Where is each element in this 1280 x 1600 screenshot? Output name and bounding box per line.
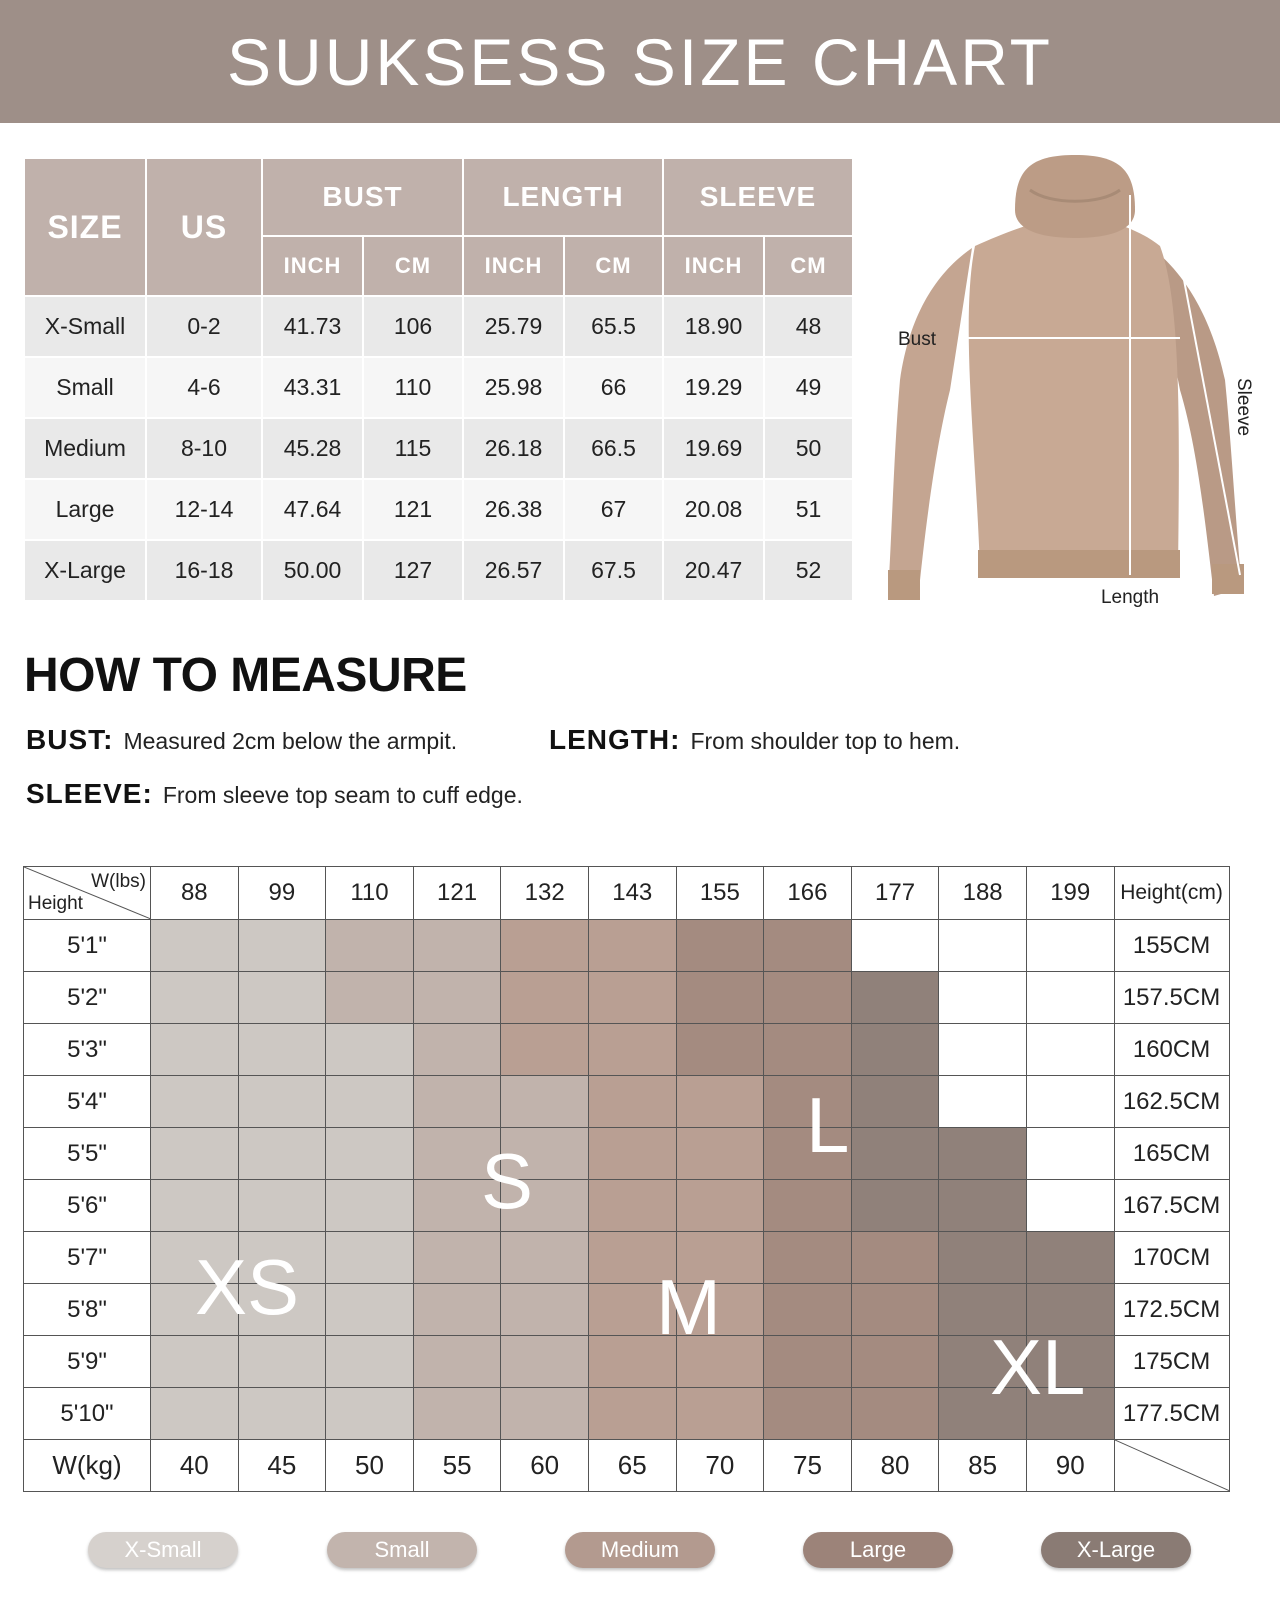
length-instruction-text: From shoulder top to hem. bbox=[690, 728, 961, 754]
size-cell-bust-in: 41.73 bbox=[262, 296, 363, 357]
size-zone-cell bbox=[413, 1388, 501, 1440]
size-zone-cell bbox=[238, 1024, 326, 1076]
size-row bbox=[24, 540, 853, 601]
size-zone-cell bbox=[851, 1128, 939, 1180]
size-cell-slv-cm: 48 bbox=[764, 296, 853, 357]
height-ft-label: 5'4" bbox=[24, 1076, 151, 1128]
height-cm-header: Height(cm) bbox=[1114, 867, 1229, 920]
size-zone-cell bbox=[413, 1336, 501, 1388]
size-zone-cell bbox=[151, 1128, 239, 1180]
size-table-body bbox=[24, 296, 853, 601]
weight-lbs-header: 177 bbox=[851, 867, 939, 920]
weight-kg-value: 40 bbox=[151, 1440, 239, 1492]
size-cell-slv-in: 19.29 bbox=[663, 357, 764, 418]
sweater-illustration bbox=[880, 150, 1270, 620]
size-zone-cell bbox=[413, 1232, 501, 1284]
size-zone-cell bbox=[939, 1232, 1027, 1284]
size-cell-slv-in: 20.08 bbox=[663, 479, 764, 540]
size-zone-cell bbox=[851, 1024, 939, 1076]
size-row bbox=[24, 357, 853, 418]
size-cell-size: X-Small bbox=[24, 296, 146, 357]
weight-lbs-header: 132 bbox=[501, 867, 589, 920]
bust-instruction bbox=[26, 724, 457, 756]
size-row bbox=[24, 479, 853, 540]
size-zone-cell bbox=[326, 1180, 414, 1232]
legend-pill-medium: Medium bbox=[565, 1532, 715, 1568]
grid-row bbox=[24, 1024, 1230, 1076]
size-cell-len-in: 26.57 bbox=[463, 540, 564, 601]
size-zone-cell bbox=[676, 1024, 764, 1076]
size-cell-us: 8-10 bbox=[146, 418, 262, 479]
size-zone-cell bbox=[501, 1232, 589, 1284]
size-zone-cell bbox=[764, 1180, 852, 1232]
size-table bbox=[23, 157, 854, 602]
sleeve-inch-header: INCH bbox=[663, 236, 764, 296]
size-zone-cell bbox=[588, 920, 676, 972]
size-zone-cell bbox=[151, 1076, 239, 1128]
height-cm-label: 175CM bbox=[1114, 1336, 1229, 1388]
size-cell-bust-in: 45.28 bbox=[262, 418, 363, 479]
size-zone-cell bbox=[676, 1076, 764, 1128]
size-zone-cell bbox=[676, 1388, 764, 1440]
weight-kg-value: 75 bbox=[764, 1440, 852, 1492]
weight-kg-value: 80 bbox=[851, 1440, 939, 1492]
size-zone-cell bbox=[326, 1128, 414, 1180]
size-zone-cell bbox=[238, 1076, 326, 1128]
size-zone-cell bbox=[1026, 1128, 1114, 1180]
length-cm-header: CM bbox=[564, 236, 663, 296]
size-cell-slv-cm: 50 bbox=[764, 418, 853, 479]
weight-kg-value: 90 bbox=[1026, 1440, 1114, 1492]
size-zone-cell bbox=[326, 1076, 414, 1128]
size-cell-slv-in: 18.90 bbox=[663, 296, 764, 357]
size-zone-cell bbox=[326, 1336, 414, 1388]
size-zone-cell bbox=[1026, 920, 1114, 972]
size-cell-us: 0-2 bbox=[146, 296, 262, 357]
height-cm-label: 172.5CM bbox=[1114, 1284, 1229, 1336]
size-cell-bust-cm: 127 bbox=[363, 540, 463, 601]
weight-kg-value: 45 bbox=[238, 1440, 326, 1492]
weight-kg-value: 50 bbox=[326, 1440, 414, 1492]
length-instruction-label: LENGTH: bbox=[549, 724, 681, 755]
size-zone-cell bbox=[939, 920, 1027, 972]
size-cell-len-in: 26.38 bbox=[463, 479, 564, 540]
length-inch-header: INCH bbox=[463, 236, 564, 296]
us-header: US bbox=[146, 158, 262, 296]
sleeve-label: Sleeve bbox=[1233, 378, 1254, 437]
corner-height-label: Height bbox=[28, 893, 83, 914]
sweater-icon bbox=[888, 155, 1244, 600]
size-zone-cell bbox=[151, 972, 239, 1024]
sleeve-cm-header: CM bbox=[764, 236, 853, 296]
grid-row bbox=[24, 1076, 1230, 1128]
size-cell-us: 12-14 bbox=[146, 479, 262, 540]
size-zone-cell bbox=[326, 972, 414, 1024]
weight-lbs-header: 99 bbox=[238, 867, 326, 920]
size-zone-cell bbox=[501, 1284, 589, 1336]
size-zone-cell bbox=[326, 1024, 414, 1076]
height-ft-label: 5'9" bbox=[24, 1336, 151, 1388]
size-zone-cell bbox=[851, 1284, 939, 1336]
height-cm-label: 177.5CM bbox=[1114, 1388, 1229, 1440]
size-zone-cell bbox=[501, 1336, 589, 1388]
size-zone-cell bbox=[501, 972, 589, 1024]
size-cell-slv-in: 19.69 bbox=[663, 418, 764, 479]
size-zone-cell bbox=[413, 1076, 501, 1128]
size-zone-cell bbox=[1026, 972, 1114, 1024]
legend-pill-large: Large bbox=[803, 1532, 953, 1568]
bust-header: BUST bbox=[262, 158, 463, 236]
size-zone-cell bbox=[151, 1388, 239, 1440]
height-cm-label: 157.5CM bbox=[1114, 972, 1229, 1024]
size-cell-slv-in: 20.47 bbox=[663, 540, 764, 601]
weight-kg-value: 65 bbox=[588, 1440, 676, 1492]
size-zone-cell bbox=[151, 1024, 239, 1076]
size-cell-bust-cm: 115 bbox=[363, 418, 463, 479]
size-zone-cell bbox=[238, 1388, 326, 1440]
size-zone-cell bbox=[764, 920, 852, 972]
size-zone-cell bbox=[1026, 1232, 1114, 1284]
size-cell-len-in: 25.98 bbox=[463, 357, 564, 418]
size-zone-cell bbox=[151, 920, 239, 972]
height-ft-label: 5'7" bbox=[24, 1232, 151, 1284]
grid-row bbox=[24, 1128, 1230, 1180]
weight-kg-value: 55 bbox=[413, 1440, 501, 1492]
size-cell-us: 4-6 bbox=[146, 357, 262, 418]
size-zone-cell bbox=[939, 1076, 1027, 1128]
size-header: SIZE bbox=[24, 158, 146, 296]
height-cm-label: 165CM bbox=[1114, 1128, 1229, 1180]
size-zone-cell bbox=[764, 1232, 852, 1284]
height-ft-label: 5'2" bbox=[24, 972, 151, 1024]
size-zone-cell bbox=[413, 1284, 501, 1336]
size-cell-bust-in: 47.64 bbox=[262, 479, 363, 540]
bust-inch-header: INCH bbox=[262, 236, 363, 296]
size-zone-cell bbox=[764, 1336, 852, 1388]
bust-label: Bust bbox=[898, 329, 937, 350]
size-cell-us: 16-18 bbox=[146, 540, 262, 601]
size-zone-cell bbox=[939, 1180, 1027, 1232]
size-zone-cell bbox=[238, 920, 326, 972]
page-title: SUUKSESS SIZE CHART bbox=[227, 24, 1053, 99]
size-zone-cell bbox=[238, 972, 326, 1024]
length-instruction bbox=[549, 724, 960, 756]
weight-lbs-header: 188 bbox=[939, 867, 1027, 920]
size-zone-cell bbox=[151, 1336, 239, 1388]
size-zone-cell bbox=[238, 1336, 326, 1388]
size-row bbox=[24, 296, 853, 357]
size-cell-len-cm: 66 bbox=[564, 357, 663, 418]
length-header: LENGTH bbox=[463, 158, 663, 236]
size-zone-cell bbox=[238, 1128, 326, 1180]
size-cell-len-cm: 66.5 bbox=[564, 418, 663, 479]
size-zone-cell bbox=[326, 920, 414, 972]
size-row bbox=[24, 418, 853, 479]
weight-lbs-header: 199 bbox=[1026, 867, 1114, 920]
grid-corner-cell bbox=[24, 867, 151, 920]
size-cell-len-cm: 65.5 bbox=[564, 296, 663, 357]
size-zone-cell bbox=[939, 1128, 1027, 1180]
height-ft-label: 5'3" bbox=[24, 1024, 151, 1076]
grid-row bbox=[24, 920, 1230, 972]
weight-kg-value: 70 bbox=[676, 1440, 764, 1492]
weight-lbs-header: 166 bbox=[764, 867, 852, 920]
weight-kg-value: 60 bbox=[501, 1440, 589, 1492]
size-zone-cell bbox=[588, 1180, 676, 1232]
size-zone-cell bbox=[764, 1024, 852, 1076]
zone-label-m: M bbox=[656, 1263, 721, 1351]
size-zone-cell bbox=[1026, 1024, 1114, 1076]
zone-label-l: L bbox=[806, 1081, 850, 1169]
how-to-measure-title: HOW TO MEASURE bbox=[24, 649, 467, 702]
size-zone-cell bbox=[501, 1388, 589, 1440]
size-zone-cell bbox=[588, 1128, 676, 1180]
size-cell-bust-cm: 106 bbox=[363, 296, 463, 357]
size-zone-cell bbox=[413, 1024, 501, 1076]
size-cell-bust-cm: 121 bbox=[363, 479, 463, 540]
height-ft-label: 5'5" bbox=[24, 1128, 151, 1180]
height-ft-label: 5'10" bbox=[24, 1388, 151, 1440]
size-cell-len-cm: 67.5 bbox=[564, 540, 663, 601]
size-zone-cell bbox=[851, 972, 939, 1024]
height-ft-label: 5'8" bbox=[24, 1284, 151, 1336]
size-cell-size: Large bbox=[24, 479, 146, 540]
size-cell-slv-cm: 52 bbox=[764, 540, 853, 601]
size-cell-slv-cm: 51 bbox=[764, 479, 853, 540]
sleeve-instruction bbox=[26, 778, 523, 810]
size-zone-cell bbox=[501, 920, 589, 972]
size-zone-cell bbox=[851, 920, 939, 972]
size-zone-cell bbox=[676, 972, 764, 1024]
size-zone-cell bbox=[851, 1336, 939, 1388]
weight-lbs-header: 155 bbox=[676, 867, 764, 920]
size-cell-size: Medium bbox=[24, 418, 146, 479]
weight-lbs-header: 121 bbox=[413, 867, 501, 920]
size-zone-cell bbox=[413, 920, 501, 972]
height-cm-label: 160CM bbox=[1114, 1024, 1229, 1076]
size-cell-len-in: 26.18 bbox=[463, 418, 564, 479]
size-zone-cell bbox=[588, 972, 676, 1024]
size-zone-cell bbox=[151, 1180, 239, 1232]
size-zone-cell bbox=[501, 1076, 589, 1128]
legend-pill-small: Small bbox=[327, 1532, 477, 1568]
size-zone-cell bbox=[676, 1128, 764, 1180]
sleeve-instruction-text: From sleeve top seam to cuff edge. bbox=[162, 782, 523, 808]
grid-row bbox=[24, 972, 1230, 1024]
size-cell-slv-cm: 49 bbox=[764, 357, 853, 418]
height-ft-label: 5'1" bbox=[24, 920, 151, 972]
size-cell-size: Small bbox=[24, 357, 146, 418]
size-zone-cell bbox=[939, 1024, 1027, 1076]
sleeve-instruction-label: SLEEVE: bbox=[26, 778, 153, 809]
height-cm-label: 162.5CM bbox=[1114, 1076, 1229, 1128]
size-cell-bust-in: 50.00 bbox=[262, 540, 363, 601]
size-zone-cell bbox=[238, 1180, 326, 1232]
weight-kg-label: W(kg) bbox=[24, 1440, 151, 1492]
end-diagonal bbox=[1115, 1440, 1230, 1491]
sleeve-header: SLEEVE bbox=[663, 158, 853, 236]
legend-pill-x-small: X-Small bbox=[88, 1532, 238, 1568]
weight-lbs-header: 110 bbox=[326, 867, 414, 920]
corner-weight-label: W(lbs) bbox=[91, 871, 146, 892]
legend-pill-x-large: X-Large bbox=[1041, 1532, 1191, 1568]
bust-cm-header: CM bbox=[363, 236, 463, 296]
size-zone-cell bbox=[851, 1388, 939, 1440]
length-label: Length bbox=[1100, 587, 1160, 608]
title-banner bbox=[0, 0, 1280, 123]
size-cell-len-cm: 67 bbox=[564, 479, 663, 540]
zone-label-xs: XS bbox=[195, 1243, 300, 1331]
size-zone-cell bbox=[588, 1388, 676, 1440]
size-cell-len-in: 25.79 bbox=[463, 296, 564, 357]
size-zone-cell bbox=[588, 1024, 676, 1076]
size-zone-cell bbox=[764, 1388, 852, 1440]
size-zone-cell bbox=[764, 1284, 852, 1336]
weight-lbs-header: 143 bbox=[588, 867, 676, 920]
height-cm-label: 155CM bbox=[1114, 920, 1229, 972]
size-zone-cell bbox=[413, 972, 501, 1024]
size-zone-cell bbox=[326, 1388, 414, 1440]
zone-label-xl: XL bbox=[990, 1323, 1086, 1411]
size-zone-cell bbox=[501, 1024, 589, 1076]
grid-end-cell bbox=[1114, 1440, 1229, 1492]
size-zone-cell bbox=[676, 1180, 764, 1232]
grid-row bbox=[24, 1180, 1230, 1232]
height-cm-label: 167.5CM bbox=[1114, 1180, 1229, 1232]
bust-instruction-text: Measured 2cm below the armpit. bbox=[123, 728, 458, 754]
size-zone-cell bbox=[1026, 1076, 1114, 1128]
size-cell-size: X-Large bbox=[24, 540, 146, 601]
size-zone-cell bbox=[1026, 1180, 1114, 1232]
size-cell-bust-cm: 110 bbox=[363, 357, 463, 418]
size-zone-cell bbox=[764, 972, 852, 1024]
size-zone-cell bbox=[851, 1180, 939, 1232]
size-zone-cell bbox=[326, 1232, 414, 1284]
size-zone-cell bbox=[676, 920, 764, 972]
height-cm-label: 170CM bbox=[1114, 1232, 1229, 1284]
weight-lbs-header: 88 bbox=[151, 867, 239, 920]
bust-instruction-label: BUST: bbox=[26, 724, 114, 755]
size-zone-cell bbox=[588, 1076, 676, 1128]
zone-label-s: S bbox=[481, 1137, 534, 1225]
size-zone-cell bbox=[326, 1284, 414, 1336]
size-cell-bust-in: 43.31 bbox=[262, 357, 363, 418]
size-zone-cell bbox=[851, 1232, 939, 1284]
weight-kg-value: 85 bbox=[939, 1440, 1027, 1492]
size-zone-cell bbox=[851, 1076, 939, 1128]
size-zone-cell bbox=[939, 972, 1027, 1024]
height-ft-label: 5'6" bbox=[24, 1180, 151, 1232]
